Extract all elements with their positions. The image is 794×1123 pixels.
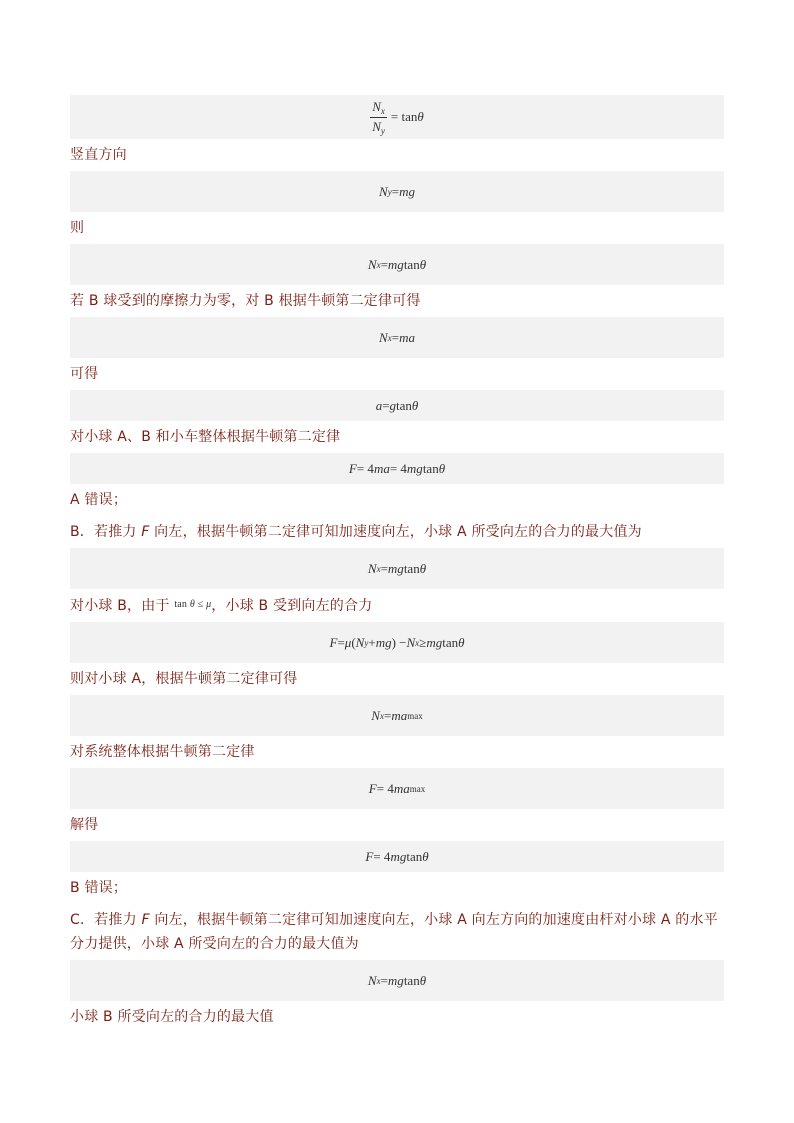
explanation-text: C．若推力 F 向左，根据牛顿第二定律可知加速度向左，小球 A 向左方向的加速度由杆对小球 A 的水平分力提供，小球 A 所受向左的合力的最大值为 <box>70 912 718 952</box>
explanation-text: B．若推力 F 向左，根据牛顿第二定律可知加速度向左，小球 A 所受向左的合力的最大值为 <box>70 524 642 540</box>
equation-block: N y = mg <box>70 171 724 212</box>
explanation-text: 小球 B 所受向左的合力的最大值 <box>70 1009 274 1025</box>
equation-block: N x = mg tan θ <box>70 960 724 1001</box>
equation-block: F = 4 mg tan θ <box>70 841 724 872</box>
equation-block: F = 4 ma max <box>70 768 724 809</box>
explanation-text: 则对小球 A，根据牛顿第二定律可得 <box>70 671 298 687</box>
explanation-text: 对系统整体根据牛顿第二定律 <box>70 744 255 760</box>
equation-block: N x = mg tan θ <box>70 548 724 589</box>
solution-content <box>70 95 724 1033</box>
explanation-text: 竖直方向 <box>70 147 127 163</box>
explanation-text: 解得 <box>70 817 99 833</box>
explanation-text: 对小球 A、B 和小车整体根据牛顿第二定律 <box>70 429 341 445</box>
explanation-text: A 错误； <box>70 492 128 508</box>
equation-block: N x = ma max <box>70 695 724 736</box>
equation-block: $\frac{N_x}{N_y}$ = tan θ <box>70 95 724 139</box>
explanation-text: B 错误； <box>70 880 128 896</box>
equation-block: N x = ma <box>70 317 724 358</box>
equation-block: F = μ ( N y + mg ) − N x ≥ mg tan θ <box>70 622 724 663</box>
explanation-text: 则 <box>70 220 85 236</box>
equation-block: F = 4 ma = 4 mg tan θ <box>70 453 724 484</box>
equation-block: a = g tan θ <box>70 390 724 421</box>
equation-block: N x = mg tan θ <box>70 244 724 285</box>
explanation-text: 若 B 球受到的摩擦力为零，对 B 根据牛顿第二定律可得 <box>70 293 421 309</box>
explanation-text: 对小球 B，由于 $^{tan \theta \le \mu}$，小球 B 受到向左的合力 <box>70 598 373 614</box>
explanation-text: 可得 <box>70 366 99 382</box>
